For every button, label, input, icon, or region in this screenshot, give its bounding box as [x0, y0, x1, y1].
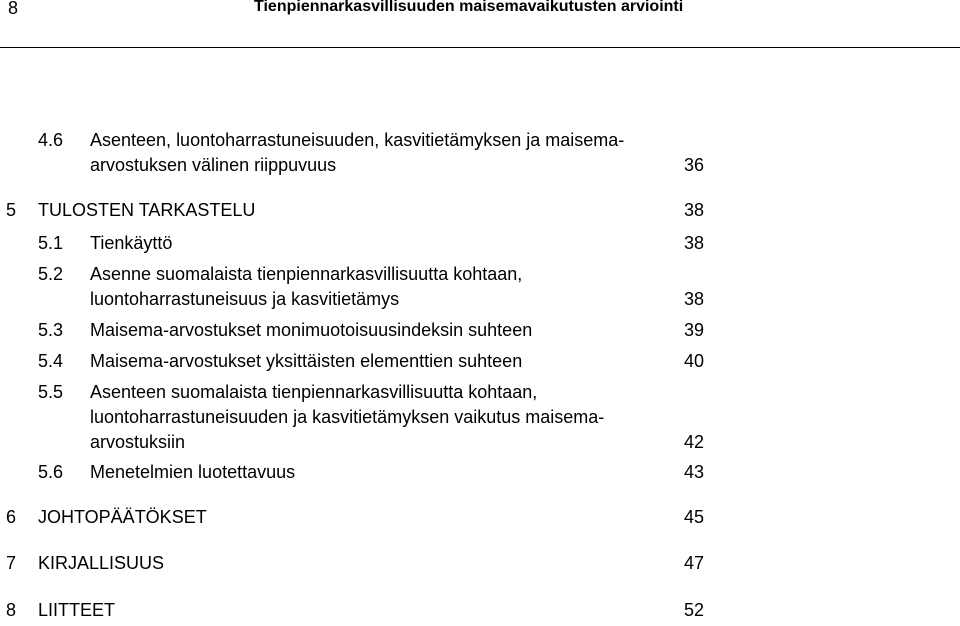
toc-entry[interactable]	[38, 380, 704, 455]
toc-entry-number: 5.5	[38, 382, 64, 402]
header-rule	[0, 47, 960, 48]
toc-entry[interactable]	[38, 460, 704, 485]
toc-entry-page: 39	[683, 320, 704, 340]
page-number: 8	[8, 0, 19, 18]
toc-entry-number: 5.2	[38, 264, 64, 284]
toc-entry-page: 38	[683, 200, 704, 220]
toc-entry[interactable]	[6, 598, 704, 623]
toc-entry-page: 38	[683, 289, 704, 309]
toc-entry[interactable]	[38, 128, 704, 178]
toc-entry-page: 52	[683, 600, 704, 620]
toc-entry-page: 36	[683, 155, 704, 175]
toc-entry-title: Asenne suomalaista tienpiennarkasvillisuutta kohtaan, luontoharrastuneisuus ja kasvitietämys	[90, 264, 523, 309]
toc-entry[interactable]	[38, 349, 704, 374]
toc-entry-title: Maisema-arvostukset monimuotoisuusindeksin suhteen	[90, 320, 533, 340]
toc-entry-page: 45	[683, 507, 704, 527]
toc-entry-title: LIITTEET	[38, 600, 116, 620]
toc-entry-page: 38	[683, 233, 704, 253]
toc-entry-title: Maisema-arvostukset yksittäisten elementtien suhteen	[90, 351, 523, 371]
toc-entry-page: 40	[683, 351, 704, 371]
toc-entry[interactable]	[6, 505, 704, 530]
toc-entry-number: 5	[6, 200, 17, 220]
toc-entry-number: 7	[6, 553, 17, 573]
toc-entry-number: 6	[6, 507, 17, 527]
toc-entry-title: Menetelmien luotettavuus	[90, 462, 296, 482]
toc-entry-page: 42	[683, 432, 704, 452]
toc-entry-page: 43	[683, 462, 704, 482]
running-title: Tienpiennarkasvillisuuden maisemavaikutusten arviointi	[254, 0, 684, 15]
toc-entry[interactable]	[38, 318, 704, 343]
toc-entry-title: TULOSTEN TARKASTELU	[38, 200, 256, 220]
toc-entry-number: 5.4	[38, 351, 64, 371]
toc-entry-number: 4.6	[38, 130, 64, 150]
toc-entry-number: 5.6	[38, 462, 64, 482]
toc-entry[interactable]	[6, 551, 704, 576]
toc-entry[interactable]	[38, 262, 704, 312]
toc-entry[interactable]	[38, 231, 704, 256]
toc-entry-title: Tienkäyttö	[90, 233, 173, 253]
toc-entry-page: 47	[683, 553, 704, 573]
page-header	[0, 0, 960, 48]
toc-entry-number: 5.1	[38, 233, 64, 253]
toc-entry-number: 8	[6, 600, 17, 620]
toc-entry-title: KIRJALLISUUS	[38, 553, 165, 573]
toc-entry-title: Asenteen, luontoharrastuneisuuden, kasvitietämyksen ja maisema- arvostuksen välinen riippuvuus	[90, 130, 625, 175]
toc-entry[interactable]	[6, 198, 704, 223]
toc-entry-title: Asenteen suomalaista tienpiennarkasvillisuutta kohtaan, luontoharrastuneisuuden ja kasvitietämyksen vaikutus maisema- arvostuksiin	[90, 382, 605, 452]
toc-entry-title: JOHTOPÄÄTÖKSET	[38, 507, 207, 527]
toc-entry-number: 5.3	[38, 320, 64, 340]
